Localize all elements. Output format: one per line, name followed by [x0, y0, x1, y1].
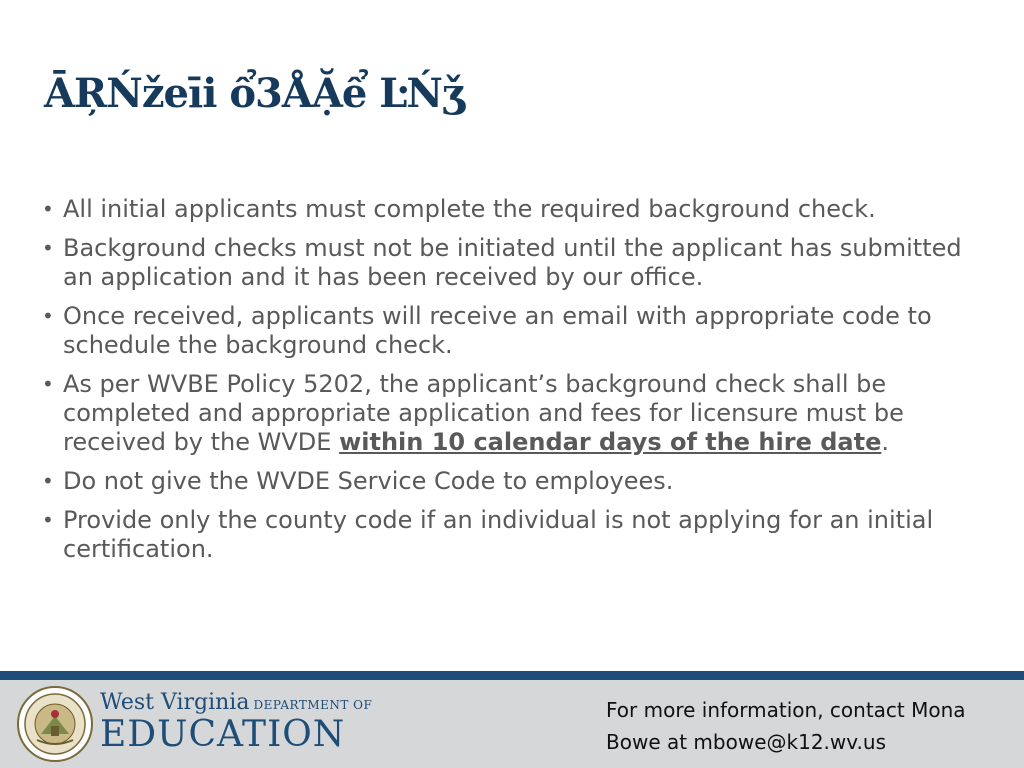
bullet-icon: •	[42, 469, 54, 493]
logo-line-2: EDUCATION	[100, 714, 346, 755]
bullet-icon: •	[42, 372, 54, 396]
bullet-item	[40, 302, 990, 360]
bullet-icon: •	[42, 197, 54, 221]
bullet-item	[40, 506, 990, 564]
bullet-text: Once received, applicants will receive an email with appropriate code to schedule the background check.	[63, 302, 932, 359]
contact-info: For more information, contact Mona Bowe at mbowe@k12.wv.us	[606, 698, 966, 754]
bullet-text: As per WVBE Policy 5202, the applicant’s background check shall be completed and appropriate application and fees for licensure must be received by the WVDE	[63, 370, 904, 456]
footer-divider	[0, 671, 1024, 680]
bullet-item	[40, 370, 990, 457]
bullet-icon: •	[42, 304, 54, 328]
bullet-item	[40, 234, 990, 292]
bullet-item	[40, 467, 990, 496]
logo-state-name: West Virginia	[100, 690, 250, 715]
bullet-text: Background checks must not be initiated until the applicant has submitted an application and it has been received by our office.	[63, 234, 962, 291]
bullet-text: Do not give the WVDE Service Code to employees.	[63, 467, 674, 495]
emphasis-deadline: within 10 calendar days of the hire date	[339, 428, 882, 456]
bullet-icon: •	[42, 236, 54, 260]
bullet-text-end: .	[881, 428, 889, 456]
bullet-icon: •	[42, 508, 54, 532]
logo-department: DEPARTMENT OF	[253, 698, 373, 712]
bullet-text: Provide only the county code if an individual is not applying for an initial certification.	[63, 506, 934, 563]
bullet-item	[40, 195, 990, 224]
logo-line-1	[100, 690, 372, 715]
slide-title: ĀŖŃžeīi ổ3ÅẶể ĿŃǯ	[44, 70, 464, 117]
wvde-logo	[100, 690, 373, 760]
state-seal-icon	[17, 686, 93, 762]
bullet-text: All initial applicants must complete the required background check.	[63, 195, 876, 223]
bullet-list	[40, 195, 990, 574]
footer	[0, 680, 1024, 768]
